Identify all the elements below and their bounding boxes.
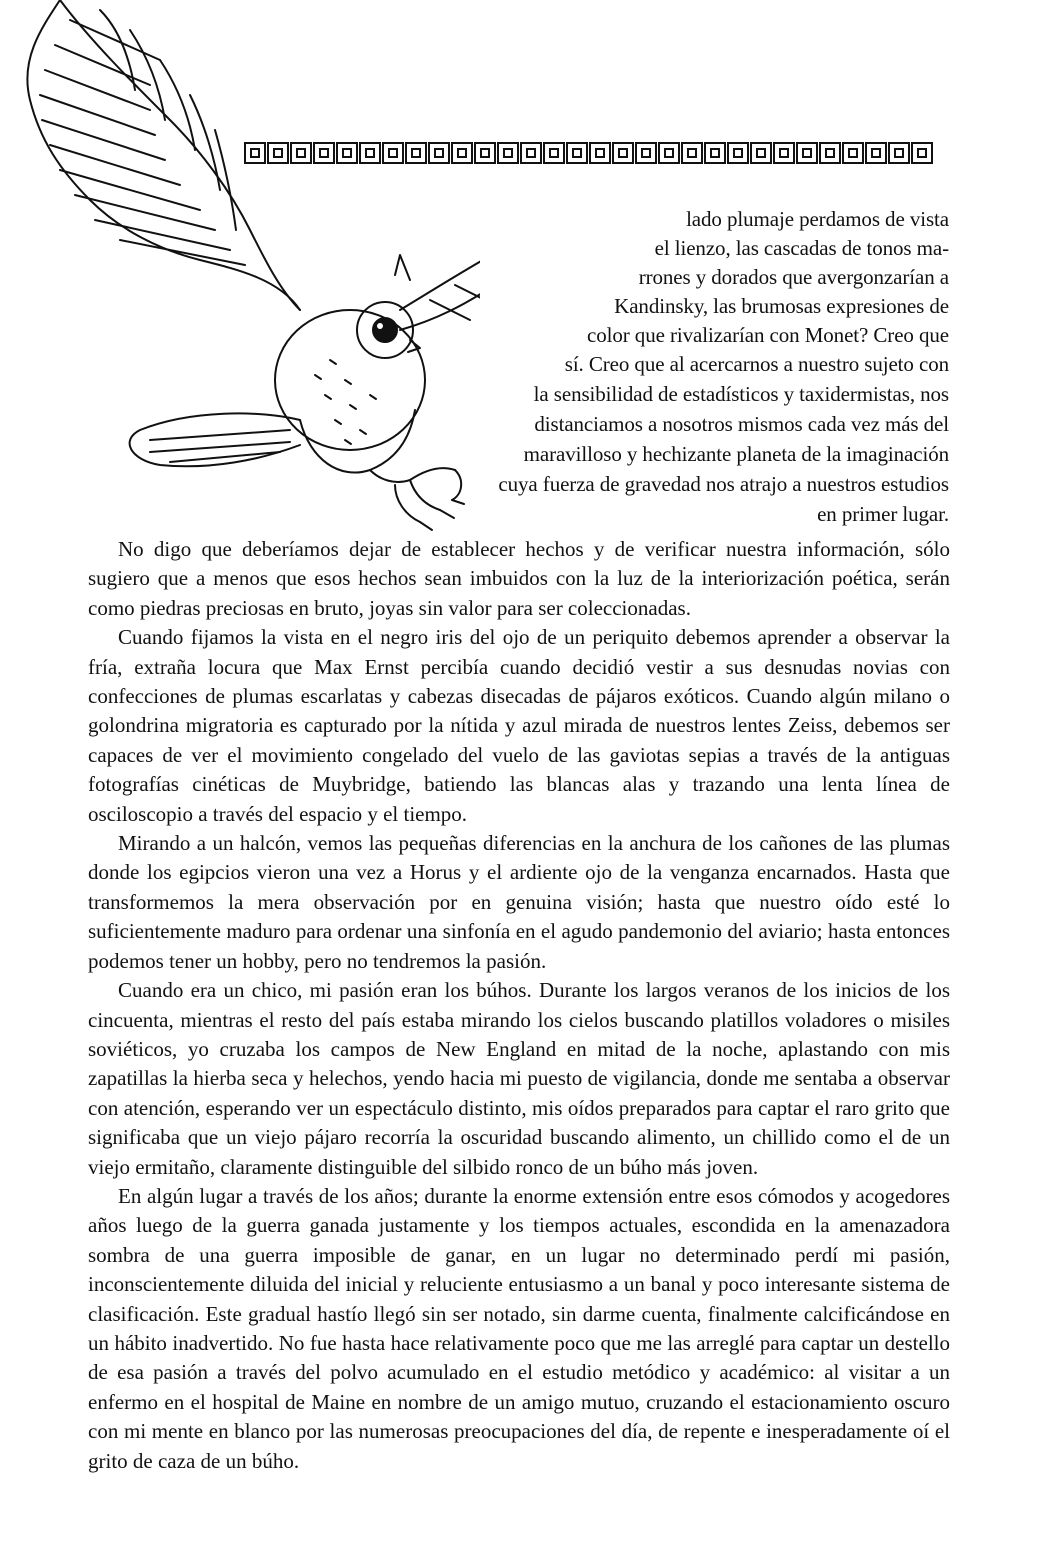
border-square-ornament (796, 142, 818, 164)
border-square-ornament (612, 142, 634, 164)
border-square-ornament (451, 142, 473, 164)
border-square-ornament (313, 142, 335, 164)
border-square-ornament (244, 142, 266, 164)
intro-line: la sensibilidad de estadísticos y taxidermistas, nos (533, 382, 949, 406)
border-square-ornament (658, 142, 680, 164)
border-square-ornament (635, 142, 657, 164)
border-square-ornament (336, 142, 358, 164)
border-square-ornament (888, 142, 910, 164)
intro-line: el lienzo, las cascadas de tonos ma- (654, 236, 949, 260)
border-square-ornament (382, 142, 404, 164)
border-square-ornament (267, 142, 289, 164)
border-square-ornament (290, 142, 312, 164)
intro-line: Kandinsky, las brumosas expresiones de (614, 294, 949, 318)
intro-line: maravilloso y hechizante planeta de la imaginación (523, 442, 949, 466)
border-square-ornament (405, 142, 427, 164)
paragraph: Cuando fijamos la vista en el negro iris del ojo de un periquito debemos aprender a observar la fría, extraña locura que Max Ernst percibía cuando decidió vestir a sus desnudas novias con confecciones de plumas escarlatas y cabezas disecadas de pájaros exóticos. Cuando algún milano o golondrina migratoria es capturado por la nítida y azul mirada de nuestros lentes Zeiss, debemos ser capaces de ver el movimiento congelado del vuelo de las gaviotas sepias a través de la antiguas fotografías cinéticas de Muybridge, batiendo las blancas alas y trazando una lenta línea de osciloscopio a través del espacio y el tiempo. (88, 625, 950, 826)
intro-line: distanciamos a nosotros mismos cada vez más del (534, 412, 949, 436)
border-square-ornament (704, 142, 726, 164)
intro-line: cuya fuerza de gravedad nos atrajo a nuestros estudios (498, 472, 949, 496)
border-square-ornament (359, 142, 381, 164)
paragraph: Mirando a un halcón, vemos las pequeñas diferencias en la anchura de los cañones de las plumas donde los egipcios vieron una vez a Horus y el ardiente ojo de la venganza encarnados. Hasta que transformemos la mera observación por en genuina visión; hasta que nuestro oído esté lo suficientemente maduro para ordenar una sinfonía en el agudo pandemonio del aviario; hasta entonces podemos tener un hobby, pero no tendremos la pasión. (88, 831, 950, 973)
border-square-ornament (474, 142, 496, 164)
border-square-ornament (773, 142, 795, 164)
border-square-ornament (520, 142, 542, 164)
border-square-ornament (543, 142, 565, 164)
intro-line: color que rivalizarían con Monet? Creo que (587, 323, 949, 347)
border-square-ornament (727, 142, 749, 164)
border-square-ornament (497, 142, 519, 164)
border-square-ornament (681, 142, 703, 164)
owl-illustration (0, 0, 480, 540)
border-square-ornament (865, 142, 887, 164)
border-square-ornament (589, 142, 611, 164)
border-square-ornament (819, 142, 841, 164)
paragraph: No digo que deberíamos dejar de establecer hechos y de verificar nuestra información, sólo sugiero que a menos que esos hechos sean imbuidos con la luz de la interiorización poética, serán como piedras preciosas en bruto, joyas sin valor para ser coleccionadas. (88, 537, 950, 620)
intro-line: lado plumaje perdamos de vista (686, 207, 949, 231)
border-square-ornament (566, 142, 588, 164)
intro-line: sí. Creo que al acercarnos a nuestro sujeto con (564, 352, 949, 376)
border-square-ornament (750, 142, 772, 164)
border-square-ornament (911, 142, 933, 164)
border-square-ornament (428, 142, 450, 164)
intro-line: rrones y dorados que avergonzarían a (638, 265, 949, 289)
border-square-ornament (842, 142, 864, 164)
decorative-border (244, 142, 948, 168)
intro-line: en primer lugar. (817, 502, 949, 526)
body-text (88, 535, 950, 1476)
paragraph: Cuando era un chico, mi pasión eran los búhos. Durante los largos veranos de los inicios de los cincuenta, mientras el resto del país estaba mirando los cielos buscando platillos voladores o misiles soviéticos, yo cruzaba los campos de New England en mitad de la noche, aplastando con mis zapatillas la hierba seca y helechos, yendo hacia mi puesto de vigilancia, donde me sentaba a observar con atención, esperando ver un espectáculo distinto, mis oídos preparados para captar el raro grito que significaba que un viejo pájaro recorría la oscuridad buscando alimento, un chillido como el de un viejo ermitaño, claramente distinguible del silbido ronco de un búho más joven. (88, 978, 950, 1179)
paragraph: En algún lugar a través de los años; durante la enorme extensión entre esos cómodos y acogedores años luego de la guerra ganada justamente y los tiempos actuales, escondida en la amenazadora sombra de una guerra imposible de ganar, en un lugar no determinado perdí mi pasión, inconscientemente diluida del inicial y reluciente entusiasmo a un banal y poco interesante sistema de clasificación. Este gradual hastío llegó sin ser notado, sin darme cuenta, finalmente calcificándose en un hábito inadvertido. No fue hasta hace relativamente poco que me las arreglé para captar un destello de esa pasión a través del polvo acumulado en el estudio metódico y académico: al visitar a un enfermo en el hospital de Maine en nombre de un amigo mutuo, cruzando el estacionamiento oscuro con mi mente en blanco por las numerosas preocupaciones del día, de repente e inesperadamente oí el grito de caza de un búho. (88, 1183, 950, 1473)
